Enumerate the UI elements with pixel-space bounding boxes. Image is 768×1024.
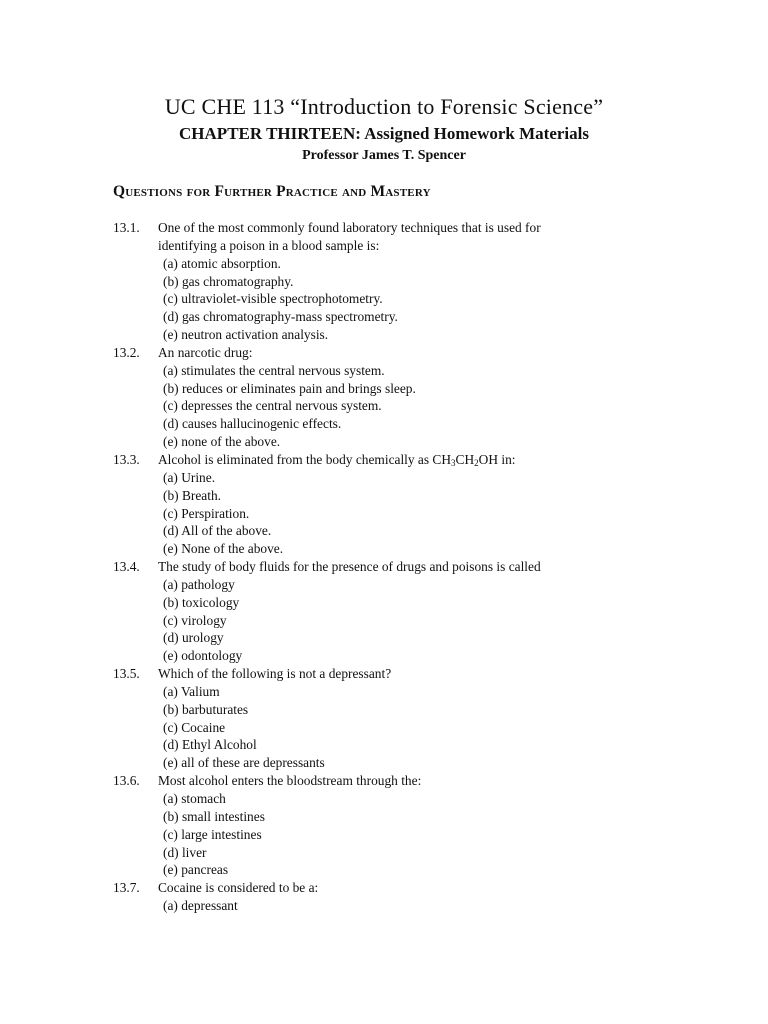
question-text-part: Alcohol is eliminated from the body chemically as CH <box>158 451 452 467</box>
question-13-4 <box>113 558 673 665</box>
answer-choice: (c) large intestines <box>163 826 262 842</box>
question-13-6 <box>113 772 673 879</box>
question-text <box>158 451 673 469</box>
answer-choice: (e) neutron activation analysis. <box>163 327 329 343</box>
chemical-subscript: 2 <box>474 457 479 468</box>
answer-choice: (a) pathology <box>163 576 235 592</box>
question-number: 13.7. <box>113 880 140 896</box>
answer-choice: (d) Ethyl Alcohol <box>163 737 257 753</box>
answer-choice: (b) gas chromatography. <box>163 273 294 289</box>
answer-choice: (d) liver <box>163 844 207 860</box>
question-number: 13.5. <box>113 666 140 682</box>
question-13-1 <box>113 219 673 344</box>
question-number: 13.3. <box>113 451 140 467</box>
answer-choice: (b) reduces or eliminates pain and brings sleep. <box>163 380 416 396</box>
question-text: The study of body fluids for the presence of drugs and poisons is called <box>158 559 541 575</box>
answer-choice: (a) Valium <box>163 683 220 699</box>
question-text: One of the most commonly found laboratory techniques that is used for <box>158 220 541 235</box>
answer-choice: (a) atomic absorption. <box>163 255 281 271</box>
document-header <box>0 92 768 166</box>
question-text: Cocaine is considered to be a: <box>158 880 319 896</box>
chapter-subtitle: CHAPTER THIRTEEN: Assigned Homework Materials <box>179 124 589 143</box>
question-text: An narcotic drug: <box>158 344 253 360</box>
chemical-subscript: 3 <box>451 457 456 468</box>
answer-choice: (a) stomach <box>163 791 226 806</box>
question-text: Which of the following is not a depressant? <box>158 666 392 682</box>
answer-choice: (c) virology <box>163 612 227 628</box>
answer-choice: (b) Breath. <box>163 487 222 503</box>
answer-choice: (a) Urine. <box>163 469 216 485</box>
question-number: 13.6. <box>113 773 140 789</box>
answer-choice: (e) none of the above. <box>163 434 281 450</box>
question-text-part: OH in: <box>478 451 516 467</box>
answer-choice: (e) odontology <box>163 648 243 664</box>
answer-choice: (b) small intestines <box>163 808 265 824</box>
question-text-continuation: identifying a poison in a blood sample is: <box>158 237 380 253</box>
answer-choice: (a) stimulates the central nervous system. <box>163 362 385 378</box>
document-title: UC CHE 113 “Introduction to Forensic Science” <box>164 94 604 119</box>
answer-choice: (d) urology <box>163 630 224 646</box>
question-13-5 <box>113 665 673 772</box>
answer-choice: (d) causes hallucinogenic effects. <box>163 416 342 432</box>
section-heading: Questions for Further Practice and Mastery <box>113 183 431 200</box>
answer-choice: (e) all of these are depressants <box>163 755 325 771</box>
answer-choice: (d) All of the above. <box>163 523 272 539</box>
question-13-7 <box>113 879 673 915</box>
question-text: Most alcohol enters the bloodstream through the: <box>158 773 422 789</box>
answer-choice: (d) gas chromatography-mass spectrometry. <box>163 309 398 325</box>
answer-choice: (b) barbuturates <box>163 701 249 717</box>
professor-name: Professor James T. Spencer <box>302 148 466 163</box>
answer-choice: (e) None of the above. <box>163 541 284 557</box>
question-13-3 <box>113 451 673 558</box>
answer-choice: (c) Cocaine <box>163 719 226 735</box>
question-number: 13.4. <box>113 559 140 575</box>
answer-choice: (b) toxicology <box>163 594 240 610</box>
answer-choice: (c) Perspiration. <box>163 505 250 521</box>
answer-choice: (c) ultraviolet-visible spectrophotometry. <box>163 291 383 307</box>
answer-choice: (c) depresses the central nervous system. <box>163 398 382 414</box>
question-number: 13.1. <box>113 220 140 235</box>
question-number: 13.2. <box>113 344 140 360</box>
answer-choice: (e) pancreas <box>163 862 229 878</box>
question-list <box>113 219 673 915</box>
answer-choice: (a) depressant <box>163 898 238 914</box>
question-13-2 <box>113 344 673 451</box>
question-text-part: CH <box>455 451 475 467</box>
